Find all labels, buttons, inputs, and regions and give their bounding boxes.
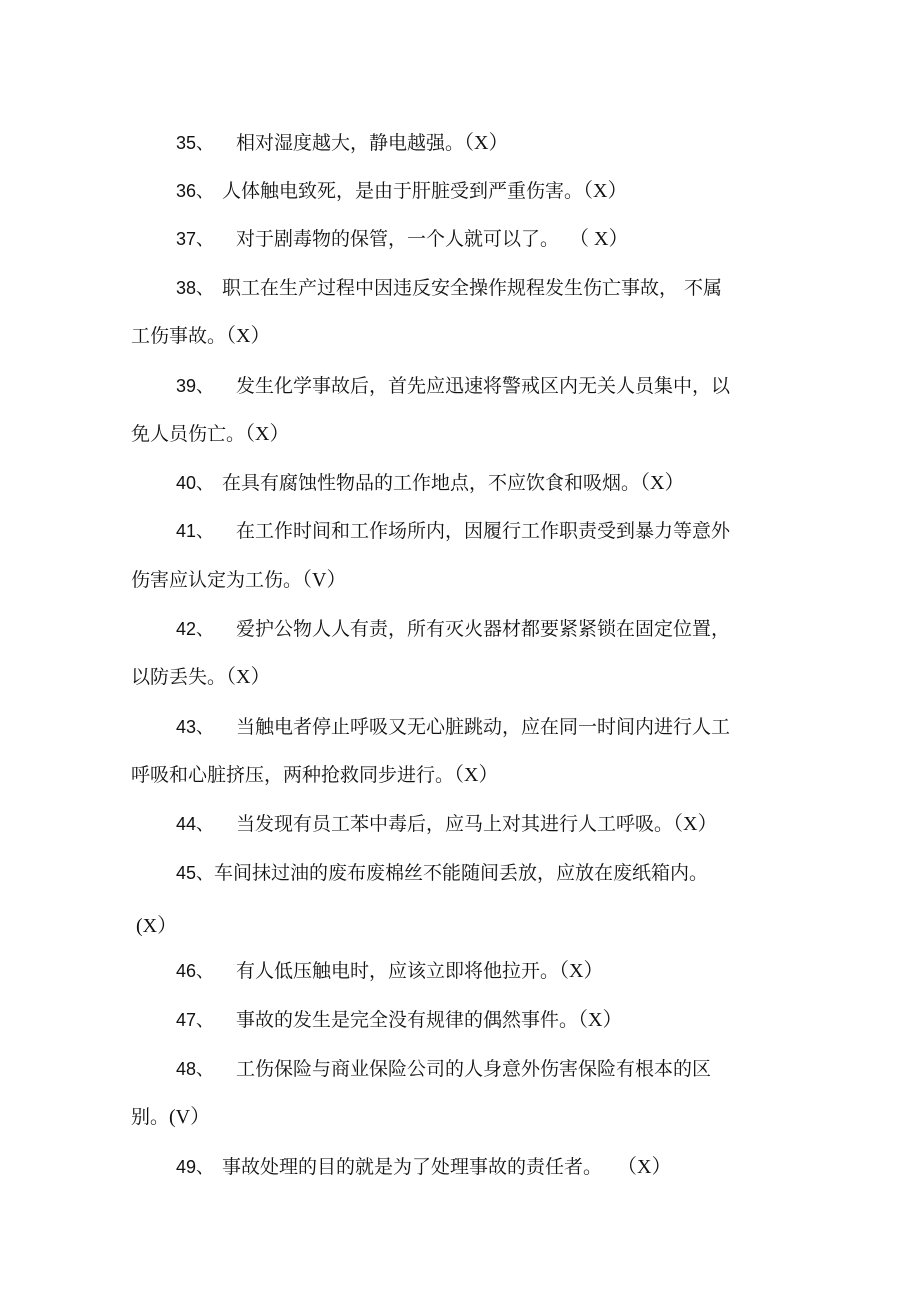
item-answer: （X） (602, 1156, 672, 1178)
item-text: 有人低压触电时，应该立即将他拉开。 (236, 960, 560, 982)
item-answer: （X） (673, 813, 718, 835)
item-38-line-2 (131, 323, 270, 349)
item-number: 40、 (176, 473, 215, 493)
item-number: 48、 (176, 1059, 215, 1079)
item-text: 当发现有员工苯中毒后，应马上对其进行人工呼吸。 (236, 813, 674, 835)
item-text: 人体触电致死，是由于肝脏受到严重伤害。 (222, 180, 584, 202)
item-43-line-2 (131, 762, 498, 788)
item-42-line-1 (176, 616, 730, 642)
item-text: 工伤保险与商业保险公司的人身意外伤害保险有根本的区 (236, 1058, 712, 1080)
item-text: 事故处理的目的就是为了处理事故的责任者。 (222, 1156, 603, 1178)
item-text: 伤害应认定为工伤。 (131, 569, 303, 591)
item-number: 35、 (176, 133, 215, 153)
item-38-line-1 (176, 275, 722, 301)
item-36 (176, 178, 627, 204)
item-number: 37、 (176, 229, 215, 249)
item-48-line-1 (176, 1056, 711, 1082)
item-text: 职工在生产过程中因违反安全操作规程发生伤亡事故， 不属 (222, 277, 723, 299)
item-39-line-2 (131, 421, 289, 447)
item-text: 发生化学事故后，首先应迅速将警戒区内无关人员集中，以 (236, 375, 731, 397)
item-answer: （X） (640, 472, 685, 494)
item-answer: （X） (559, 960, 604, 982)
item-46 (176, 958, 603, 984)
item-41-line-1 (176, 518, 730, 544)
item-49 (176, 1154, 671, 1180)
item-text: 以防丢失。 (131, 666, 227, 688)
item-text: 对于剧毒物的保管，一个人就可以了。 (236, 228, 560, 250)
item-45-line-2 (136, 913, 177, 939)
item-answer: （ X） (579, 228, 629, 250)
item-text: 别。 (131, 1106, 170, 1128)
item-text: 事故的发生是完全没有规律的偶然事件。 (236, 1009, 579, 1031)
item-answer: (X） (136, 915, 178, 937)
item-48-line-2 (131, 1104, 210, 1130)
item-41-line-2 (131, 567, 346, 593)
item-text: 呼吸和心脏挤压，两种抢救同步进行。 (131, 764, 455, 786)
item-text: 免人员伤亡。 (131, 423, 246, 445)
item-number: 47、 (176, 1010, 215, 1030)
item-text: 在具有腐蚀性物品的工作地点，不应饮食和吸烟。 (222, 472, 641, 494)
item-answer: （X） (226, 666, 271, 688)
item-number: 49、 (176, 1157, 215, 1177)
item-answer: （X） (578, 1009, 623, 1031)
item-number: 39、 (176, 376, 215, 396)
item-answer: （X） (454, 764, 499, 786)
item-answer: （X） (226, 325, 271, 347)
item-text: 在工作时间和工作场所内，因履行工作职责受到暴力等意外 (236, 520, 731, 542)
item-39-line-1 (176, 373, 730, 399)
item-number: 41、 (176, 521, 215, 541)
item-answer: （V） (302, 569, 347, 591)
item-answer: （X） (245, 423, 290, 445)
item-text: 相对湿度越大，静电越强。 (236, 132, 465, 154)
item-number: 42、 (176, 619, 215, 639)
item-40 (176, 470, 684, 496)
item-answer: （X） (464, 132, 509, 154)
item-text: 工伤事故。 (131, 325, 227, 347)
item-number: 46、 (176, 961, 215, 981)
item-37 (176, 226, 628, 252)
item-answer: (V） (169, 1106, 211, 1128)
item-42-line-2 (131, 664, 270, 690)
item-47 (176, 1007, 622, 1033)
item-number: 43、 (176, 717, 215, 737)
item-44 (176, 811, 717, 837)
item-answer: （X） (583, 180, 628, 202)
item-45-line-1 (176, 860, 708, 886)
item-43-line-1 (176, 714, 730, 740)
item-number: 44、 (176, 814, 215, 834)
item-number: 36、 (176, 181, 215, 201)
item-35 (176, 130, 508, 156)
item-text: 车间抹过油的废布废棉丝不能随间丢放，应放在废纸箱内。 (214, 862, 709, 884)
item-number: 45、 (176, 863, 215, 883)
item-text: 爱护公物人人有责，所有灭火器材都要紧紧锁在固定位置， (236, 618, 731, 640)
item-number: 38、 (176, 278, 215, 298)
item-text: 当触电者停止呼吸又无心脏跳动，应在同一时间内进行人工 (236, 716, 731, 738)
